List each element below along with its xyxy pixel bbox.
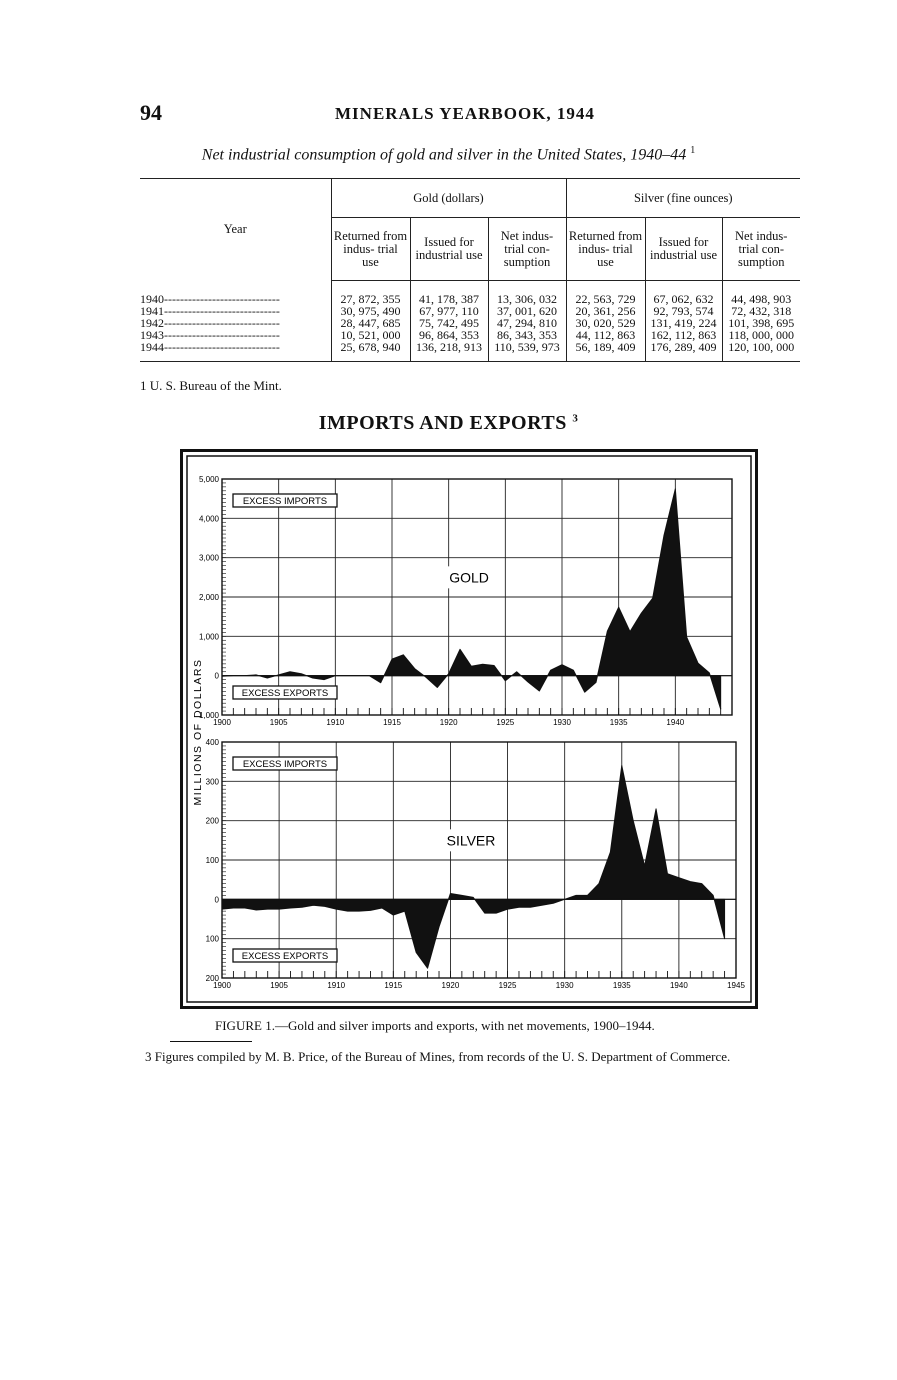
column-header: Returned from indus- trial use xyxy=(566,218,645,281)
table-cell: 120, 100, 000 xyxy=(722,341,800,362)
gold-y-tick-label: 5,000 xyxy=(198,475,219,484)
gold-x-tick-label: 1915 xyxy=(383,718,401,727)
gold-x-tick-label: 1925 xyxy=(496,718,515,727)
table-cell: 44, 112, 863 xyxy=(566,329,645,341)
year-cell: 1941----------------------------- xyxy=(140,304,280,318)
silver-y-tick-label: 400 xyxy=(205,738,219,747)
table-cell: 162, 112, 863 xyxy=(645,329,722,341)
table-cell: 20, 361, 256 xyxy=(566,305,645,317)
gold-x-tick-label: 1910 xyxy=(326,718,345,727)
figure-footnote: 3 Figures compiled by M. B. Price, of the Bureau of Mines, from records of the U. S. Department of Commerce. xyxy=(145,1049,731,1064)
silver-x-tick-label: 1940 xyxy=(669,981,688,990)
table-cell: 13, 306, 032 xyxy=(488,281,566,306)
table-cell: 75, 742, 495 xyxy=(410,317,488,329)
year-cell: 1940----------------------------- xyxy=(140,291,280,306)
consumption-table xyxy=(140,178,800,362)
table-cell: 92, 793, 574 xyxy=(645,305,722,317)
y-axis-title: MILLIONS OF DOLLARS xyxy=(192,658,204,806)
silver-x-tick-label: 1930 xyxy=(555,981,574,990)
silver-y-tick-label: 100 xyxy=(205,856,219,865)
silver-x-tick-label: 1935 xyxy=(612,981,631,990)
table-cell: 110, 539, 973 xyxy=(488,341,566,362)
gold-y-tick-label: 0 xyxy=(214,671,219,681)
silver-y-tick-label: 200 xyxy=(205,974,219,983)
year-cell: 1942----------------------------- xyxy=(140,316,280,330)
table-cell: 25, 678, 940 xyxy=(331,341,410,362)
table-cell: 136, 218, 913 xyxy=(410,341,488,362)
running-head: MINERALS YEARBOOK, 1944 xyxy=(335,104,595,123)
silver-x-tick-label: 1920 xyxy=(441,981,460,990)
table-cell: 30, 020, 529 xyxy=(566,317,645,329)
silver-excess-exports-label: EXCESS EXPORTS xyxy=(241,951,329,962)
gold-x-tick-label: 1930 xyxy=(553,718,571,727)
silver-y-tick-label: 200 xyxy=(205,816,219,826)
column-header: Net indus- trial con- sumption xyxy=(722,218,800,281)
page-number: 94 xyxy=(140,100,162,125)
gold-x-tick-label: 1940 xyxy=(666,718,685,727)
gold-x-tick-label: 1900 xyxy=(213,718,231,727)
table-cell: 131, 419, 224 xyxy=(645,317,722,329)
silver-excess-imports-label: EXCESS IMPORTS xyxy=(242,759,328,770)
figure-caption: FIGURE 1.—Gold and silver imports and exports, with net movements, 1900–1944. xyxy=(215,1018,655,1033)
section-heading-footnote-marker: 3 xyxy=(572,412,579,425)
silver-x-tick-label: 1900 xyxy=(213,981,231,990)
table-row xyxy=(140,281,800,306)
gold-y-tick-label: 2,000 xyxy=(198,593,219,602)
gold-y-tick-label: 4,000 xyxy=(198,514,219,524)
imports-exports-chart xyxy=(183,452,755,1006)
year-column-header: Year xyxy=(140,179,331,281)
gold-x-tick-label: 1920 xyxy=(439,718,458,727)
silver-x-tick-label: 1905 xyxy=(270,981,289,990)
table-cell: 44, 498, 903 xyxy=(722,281,800,306)
table-cell: 101, 398, 695 xyxy=(722,317,800,329)
column-header: Issued for industrial use xyxy=(410,218,488,281)
figure-frame xyxy=(180,449,758,1009)
section-heading-text: IMPORTS AND EXPORTS xyxy=(318,412,567,434)
footnote-rule xyxy=(170,1041,252,1042)
gold-y-tick-label: 3,000 xyxy=(198,553,219,563)
silver-x-tick-label: 1910 xyxy=(327,981,346,990)
gold-group-header: Gold (dollars) xyxy=(331,179,566,218)
table-footnote: 1 U. S. Bureau of the Mint. xyxy=(140,378,282,393)
table-title-text: Net industrial consumption of gold and silver in the United States, 1940–44 xyxy=(201,146,687,164)
table-cell: 176, 289, 409 xyxy=(645,341,722,362)
gold-panel-label: GOLD xyxy=(449,569,489,586)
gold-x-tick-label: 1905 xyxy=(269,718,288,727)
silver-y-tick-label: 300 xyxy=(205,777,219,787)
table-row xyxy=(140,341,800,362)
table-cell: 72, 432, 318 xyxy=(722,305,800,317)
table-cell: 30, 975, 490 xyxy=(331,305,410,317)
table-cell: 28, 447, 685 xyxy=(331,317,410,329)
table-cell: 67, 977, 110 xyxy=(410,305,488,317)
year-cell: 1943----------------------------- xyxy=(140,328,280,342)
year-cell: 1944----------------------------- xyxy=(140,341,331,362)
silver-group-header: Silver (fine ounces) xyxy=(566,179,800,218)
silver-y-tick-label: 0 xyxy=(214,895,219,905)
table-cell: 10, 521, 000 xyxy=(331,329,410,341)
section-heading xyxy=(0,412,897,435)
table-cell: 118, 000, 000 xyxy=(722,329,800,341)
table-cell: 96, 864, 353 xyxy=(410,329,488,341)
column-header: Net indus- trial con- sumption xyxy=(488,218,566,281)
table-cell: 86, 343, 353 xyxy=(488,329,566,341)
table-cell: 67, 062, 632 xyxy=(645,281,722,306)
gold-excess-exports-label: EXCESS EXPORTS xyxy=(241,688,329,699)
table-title-footnote-marker: 1 xyxy=(690,145,696,156)
silver-x-tick-label: 1915 xyxy=(384,981,403,990)
table-cell: 47, 294, 810 xyxy=(488,317,566,329)
gold-y-tick-label: 1,000 xyxy=(198,711,219,720)
table-cell: 22, 563, 729 xyxy=(566,281,645,306)
table-cell: 56, 189, 409 xyxy=(566,341,645,362)
gold-y-tick-label: 1,000 xyxy=(198,632,219,642)
gold-x-tick-label: 1935 xyxy=(609,718,628,727)
table-cell: 41, 178, 387 xyxy=(410,281,488,306)
table-cell: 37, 001, 620 xyxy=(488,305,566,317)
silver-y-tick-label: 100 xyxy=(205,934,219,944)
gold-excess-imports-label: EXCESS IMPORTS xyxy=(242,496,328,507)
silver-area-series xyxy=(222,766,725,969)
column-header: Returned from indus- trial use xyxy=(331,218,410,281)
silver-panel-label: SILVER xyxy=(446,832,496,849)
table-title xyxy=(0,145,897,164)
table-cell: 27, 872, 355 xyxy=(331,281,410,306)
column-header: Issued for industrial use xyxy=(645,218,722,281)
silver-x-tick-label: 1925 xyxy=(498,981,517,990)
silver-x-tick-label: 1945 xyxy=(727,981,745,990)
